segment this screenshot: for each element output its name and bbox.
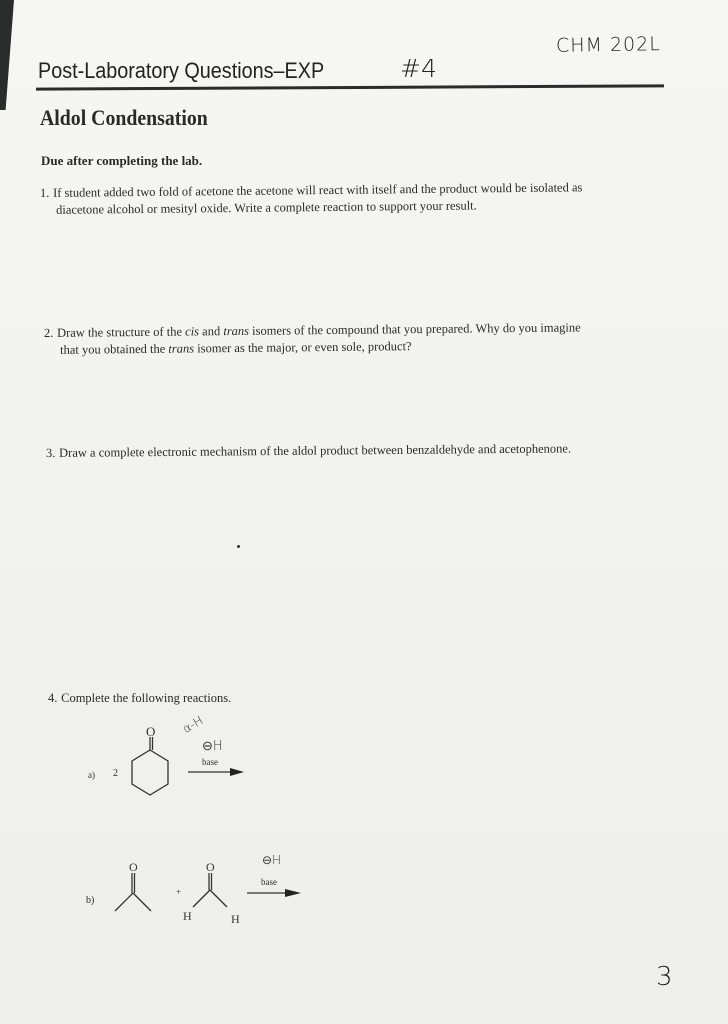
reaction-condition: base <box>202 757 218 767</box>
svg-text:O: O <box>129 860 138 874</box>
italic-term: trans <box>168 341 195 356</box>
reaction-condition: base <box>261 877 277 887</box>
handwritten-hydroxide: ⊖H <box>262 853 282 867</box>
question-text: If student added two fold of acetone the acetone will react with itself and the product would be isolated as <box>52 180 583 200</box>
svg-text:O: O <box>146 724 156 739</box>
svg-text:α-H: α-H <box>180 713 206 736</box>
question-number: 1. <box>39 185 50 201</box>
question-text: isomer as the major, or even sole, product? <box>194 339 412 356</box>
svg-text:+: + <box>176 887 182 897</box>
question-1 <box>40 179 660 219</box>
acetone-formaldehyde-structures-icon <box>105 855 255 930</box>
background-edge <box>0 0 14 110</box>
question-text: Draw a complete electronic mechanism of the aldol product between benzaldehyde and acetophenone. <box>59 441 572 460</box>
page-number-handwritten: 3 <box>656 962 673 992</box>
title-rule <box>36 84 664 90</box>
question-text: diacetone alcohol or mesityl oxide. Write a complete reaction to support your result. <box>56 198 477 217</box>
svg-text:H: H <box>183 909 192 923</box>
question-text: Complete the following reactions. <box>61 691 232 705</box>
reaction-b-label: b) <box>86 895 95 906</box>
question-text: that you obtained the <box>60 341 169 357</box>
reaction-a-label: a) <box>88 770 95 780</box>
question-text: isomers of the compound that you prepared. Why do you imagine <box>248 320 581 338</box>
question-3 <box>46 440 666 462</box>
stray-mark <box>237 545 240 548</box>
reaction-arrow-icon <box>188 766 248 778</box>
experiment-number-handwritten: #4 <box>400 54 437 83</box>
handwritten-hydroxide: ⊖H <box>202 739 223 754</box>
question-text: Draw the structure of the <box>56 324 186 340</box>
svg-text:O: O <box>206 860 215 874</box>
question-text: and <box>198 324 224 339</box>
svg-text:H: H <box>231 912 240 926</box>
reaction-arrow-icon <box>247 887 307 899</box>
page-title: Post-Laboratory Questions–EXP <box>38 58 325 83</box>
page-subtitle: Aldol Condensation <box>40 105 208 130</box>
stoichiometric-coefficient: 2 <box>113 768 118 779</box>
question-number: 4. <box>48 691 58 705</box>
question-number: 3. <box>45 445 56 460</box>
cyclohexanone-structure-icon <box>110 700 260 810</box>
italic-term: cis <box>185 324 200 339</box>
question-line-2 <box>44 336 664 359</box>
italic-term: trans <box>223 323 250 339</box>
question-number: 2. <box>43 325 54 341</box>
due-note: Due after completing the lab. <box>41 153 203 168</box>
question-2 <box>44 319 664 359</box>
course-code-handwritten: CHM 202L <box>555 33 662 57</box>
